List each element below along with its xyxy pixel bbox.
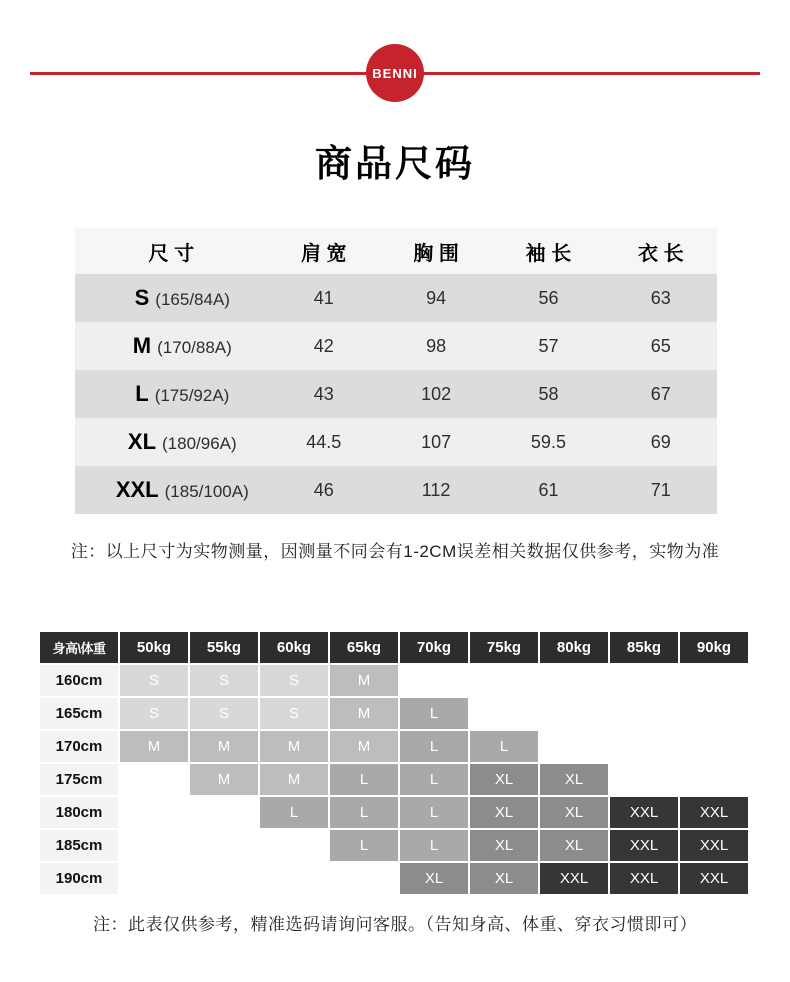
size-matrix-cell: XL [400,863,468,894]
size-spec: (170/88A) [157,338,232,357]
size-matrix-cell [610,665,678,696]
size-matrix-cell: M [330,698,398,729]
size-cell [75,285,268,311]
weight-header: 60kg [260,632,328,663]
size-label: XL [127,429,157,454]
table-row-s [75,274,717,322]
value-cell: 59.5 [530,431,566,452]
weight-header: 65kg [330,632,398,663]
size-matrix-cell: L [400,797,468,828]
size-cell [75,333,268,359]
size-label: S [134,285,150,310]
height-label: 175cm [40,764,118,795]
value-cell: 98 [426,335,447,356]
size-matrix-cell: L [400,731,468,762]
corner-header: 身高\体重 [40,632,118,663]
brand-logo [366,44,424,102]
size-matrix-cell: M [330,665,398,696]
size-matrix-cell: S [190,665,258,696]
size-matrix-cell: XL [540,764,608,795]
size-matrix-cell [540,698,608,729]
size-matrix-cell: XL [470,830,538,861]
size-matrix-cell: XL [470,764,538,795]
column-header-size: 尺 寸 [148,242,195,265]
size-spec: (175/92A) [154,386,230,405]
height-weight-matrix [40,632,748,894]
size-spec: (165/84A) [155,290,230,309]
size-matrix-cell: M [330,731,398,762]
size-matrix-cell [190,863,258,894]
size-label: XXL [115,477,159,502]
weight-header: 80kg [540,632,608,663]
size-matrix-cell: L [400,698,468,729]
value-cell: 112 [421,479,451,500]
weight-header: 90kg [680,632,748,663]
size-matrix-cell: XL [470,863,538,894]
column-header-length: 衣 长 [638,242,684,265]
size-matrix-cell: L [400,830,468,861]
weight-header: 70kg [400,632,468,663]
size-label: L [135,381,149,406]
size-matrix-cell: XL [540,797,608,828]
size-matrix-cell: S [260,665,328,696]
brand-logo-text: BENNI [372,65,418,81]
height-label: 160cm [40,665,118,696]
matrix-note: 注：此表仅供参考，精准选码请询问客服。（告知身高、体重、穿衣习惯即可） [93,915,697,934]
size-matrix-cell [190,797,258,828]
size-matrix-cell [120,797,188,828]
size-matrix-cell: XXL [610,797,678,828]
size-matrix-cell: L [330,764,398,795]
size-matrix-cell: XXL [680,830,748,861]
size-spec: (180/96A) [162,434,237,453]
size-matrix-cell [680,665,748,696]
value-cell: 65 [650,335,671,356]
size-matrix-cell [330,863,398,894]
value-cell: 58 [538,383,559,404]
value-cell: 71 [650,479,671,500]
value-cell: 44.5 [306,431,342,452]
size-matrix-cell [610,764,678,795]
size-matrix-cell: S [120,665,188,696]
size-matrix-cell [120,863,188,894]
size-table-header-row [75,228,717,274]
value-cell: 107 [421,431,452,452]
size-spec: (185/100A) [164,482,249,501]
size-matrix-cell: L [400,764,468,795]
size-matrix-cell: S [120,698,188,729]
size-matrix-cell [610,731,678,762]
height-label: 170cm [40,731,118,762]
table-row-m [75,322,717,370]
size-matrix-cell [190,830,258,861]
measurement-note: 注：以上尺寸为实物测量，因测量不同会有1-2CM误差相关数据仅供参考，实物为准 [70,542,720,561]
size-matrix-cell [120,830,188,861]
column-header-sleeve: 袖 长 [525,242,572,265]
size-label: M [132,333,152,358]
column-header-chest: 胸 围 [413,242,459,265]
size-matrix-cell [680,698,748,729]
size-matrix-cell: XL [540,830,608,861]
table-row-xl [75,418,717,466]
value-cell: 63 [650,287,671,308]
value-cell: 61 [538,479,559,500]
value-cell: 56 [538,287,559,308]
size-matrix-cell: S [190,698,258,729]
size-cell [75,429,268,455]
value-cell: 69 [650,431,671,452]
height-label: 190cm [40,863,118,894]
size-matrix-cell: XXL [540,863,608,894]
height-label: 165cm [40,698,118,729]
table-row-xxl [75,466,717,514]
size-matrix-cell: XXL [610,863,678,894]
value-cell: 57 [538,335,559,356]
size-matrix-cell: XXL [680,863,748,894]
size-matrix-cell [540,731,608,762]
size-matrix-cell: L [260,797,328,828]
size-matrix-cell: M [260,764,328,795]
size-table [75,228,717,514]
weight-header: 50kg [120,632,188,663]
value-cell: 46 [313,479,334,500]
size-matrix-cell [470,665,538,696]
size-matrix-cell: M [260,731,328,762]
weight-header: 55kg [190,632,258,663]
value-cell: 102 [421,383,452,404]
value-cell: 94 [426,287,447,308]
size-cell [75,381,268,407]
size-matrix-cell [470,698,538,729]
height-label: 180cm [40,797,118,828]
value-cell: 42 [313,335,334,356]
size-matrix-cell: XL [470,797,538,828]
weight-header: 75kg [470,632,538,663]
size-matrix-cell: M [190,764,258,795]
height-label: 185cm [40,830,118,861]
value-cell: 67 [650,383,671,404]
size-matrix-cell: XXL [610,830,678,861]
weight-header: 85kg [610,632,678,663]
size-matrix-cell [400,665,468,696]
size-matrix-cell: S [260,698,328,729]
value-cell: 43 [313,383,334,404]
size-matrix-cell: L [330,830,398,861]
size-matrix-cell [260,863,328,894]
size-matrix-cell [610,698,678,729]
size-matrix-cell [540,665,608,696]
size-matrix-cell [120,764,188,795]
column-header-shoulder: 肩 宽 [300,242,347,265]
size-matrix-cell: XXL [680,797,748,828]
page-title: 商品尺码 [315,143,475,184]
size-cell [75,477,268,503]
value-cell: 41 [313,287,334,308]
size-matrix-cell [680,731,748,762]
size-matrix-cell [680,764,748,795]
size-matrix-cell: M [190,731,258,762]
size-matrix-cell: M [120,731,188,762]
table-row-l [75,370,717,418]
size-matrix-cell: L [470,731,538,762]
size-matrix-cell: L [330,797,398,828]
size-matrix-cell [260,830,328,861]
